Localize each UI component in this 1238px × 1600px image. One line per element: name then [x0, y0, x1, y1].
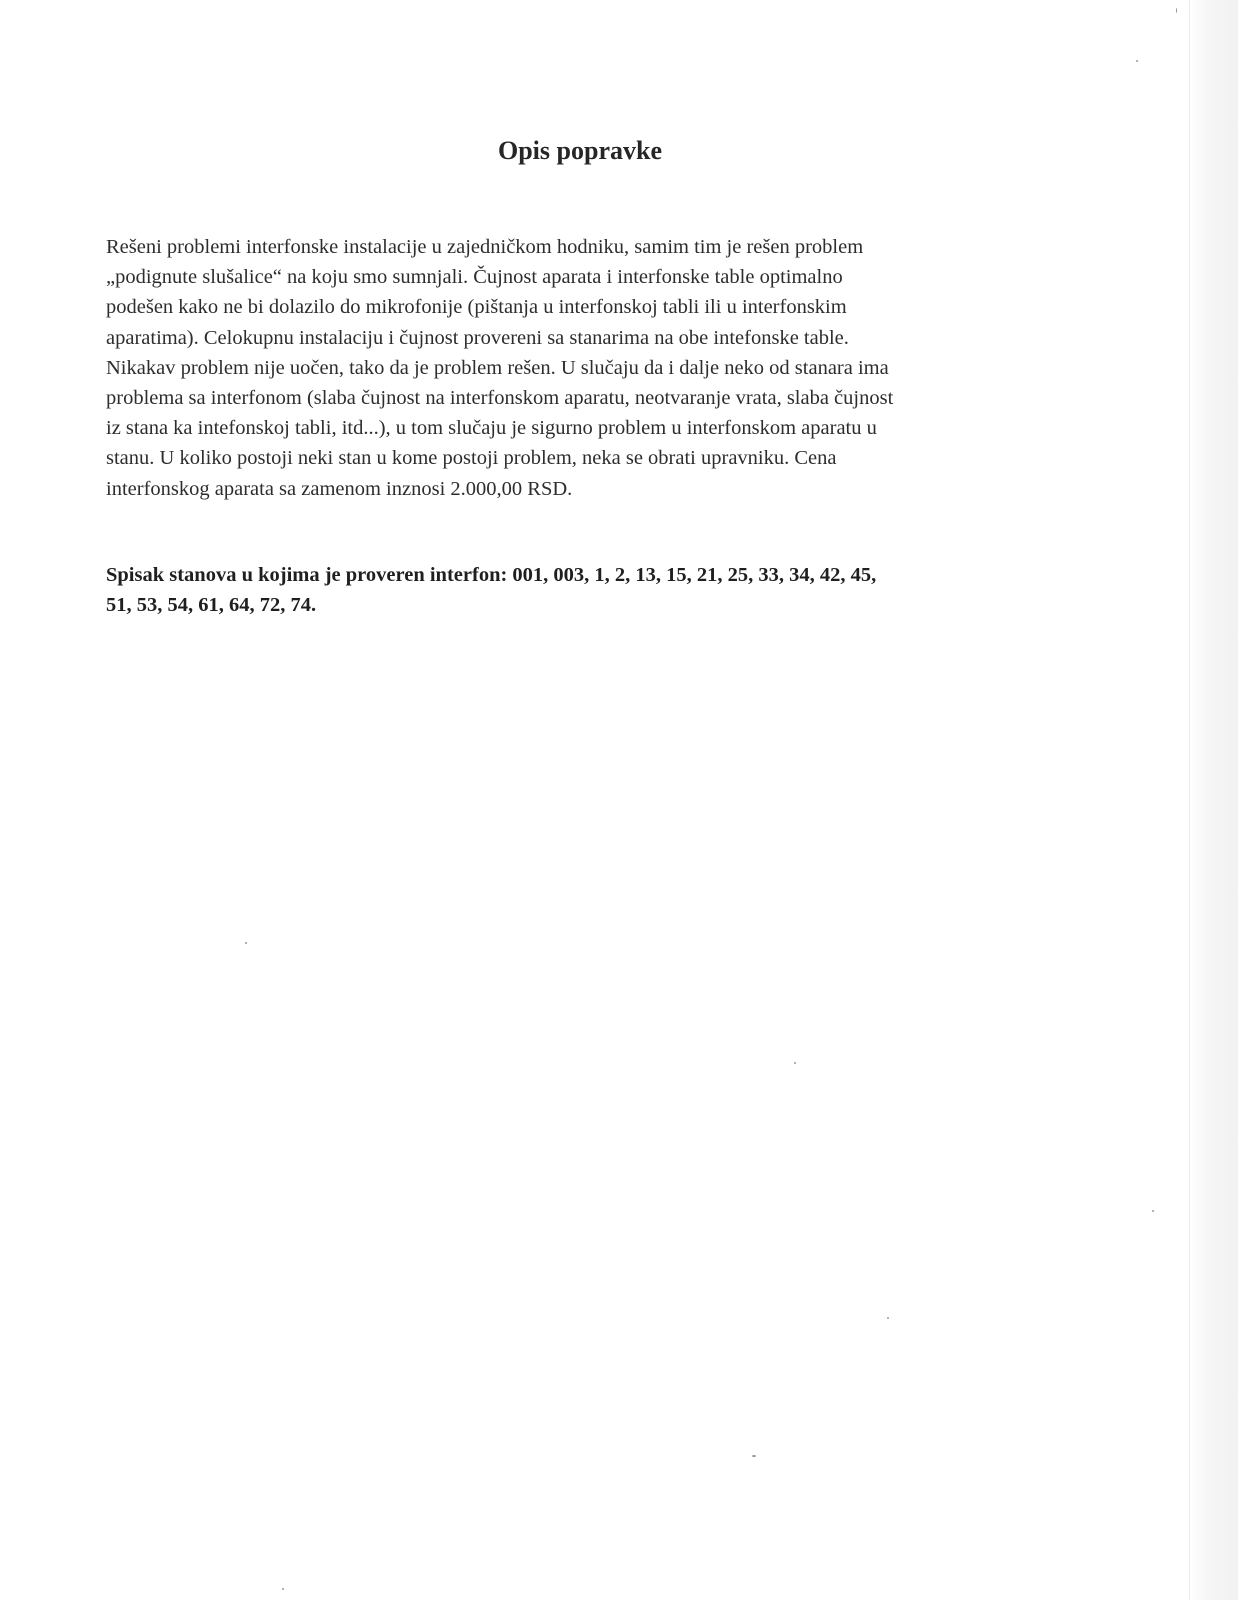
body-line: Rešeni problemi interfonske instalacije u zajedničkom hodniku, samim tim je rešen problem [106, 236, 864, 258]
scan-speck [1176, 8, 1177, 13]
scan-speck [282, 1588, 284, 1590]
scan-speck [887, 1317, 889, 1319]
body-line: problema sa interfonom (slaba čujnost na interfonskom aparatu, neotvaranje vrata, slaba čujnost [106, 387, 894, 410]
apartments-line: 51, 53, 54, 61, 64, 72, 74. [106, 594, 317, 616]
scan-speck [245, 942, 247, 944]
body-line: iz stana ka intefonskoj tabli, itd...), u tom slučaju je sigurno problem u interfonskom aparatu u [106, 417, 877, 440]
checked-apartments-list [106, 560, 1036, 620]
body-line: „podignute slušalice“ na koju smo sumnjali. Čujnost aparata i interfonske table optimalno [106, 266, 843, 289]
scan-speck [1136, 60, 1138, 62]
body-line: interfonskog aparata sa zamenom inznosi 2.000,00 RSD. [106, 477, 573, 500]
body-line: stanu. U koliko postoji neki stan u kome postoji problem, neka se obrati upravniku. Cena [106, 447, 837, 470]
scan-speck [1152, 1210, 1154, 1212]
scan-speck [794, 1062, 796, 1064]
scan-edge-shadow [1189, 0, 1238, 1600]
scan-speck [752, 1455, 756, 1457]
document-title: Opis popravke [498, 136, 662, 165]
body-line: podešen kako ne bi dolazilo do mikrofonije (pištanja u interfonskoj tabli ili u interfonskim [106, 296, 847, 319]
repair-description [106, 232, 1036, 504]
body-line: aparatima). Celokupnu instalaciju i čujnost provereni sa stanarima na obe intefonske table. [106, 326, 849, 349]
apartments-line: Spisak stanova u kojima je proveren interfon: 001, 003, 1, 2, 13, 15, 21, 25, 33, 34, 42, 45, [106, 564, 877, 586]
body-line: Nikakav problem nije uočen, tako da je problem rešen. U slučaju da i dalje neko od stanara ima [106, 356, 889, 379]
